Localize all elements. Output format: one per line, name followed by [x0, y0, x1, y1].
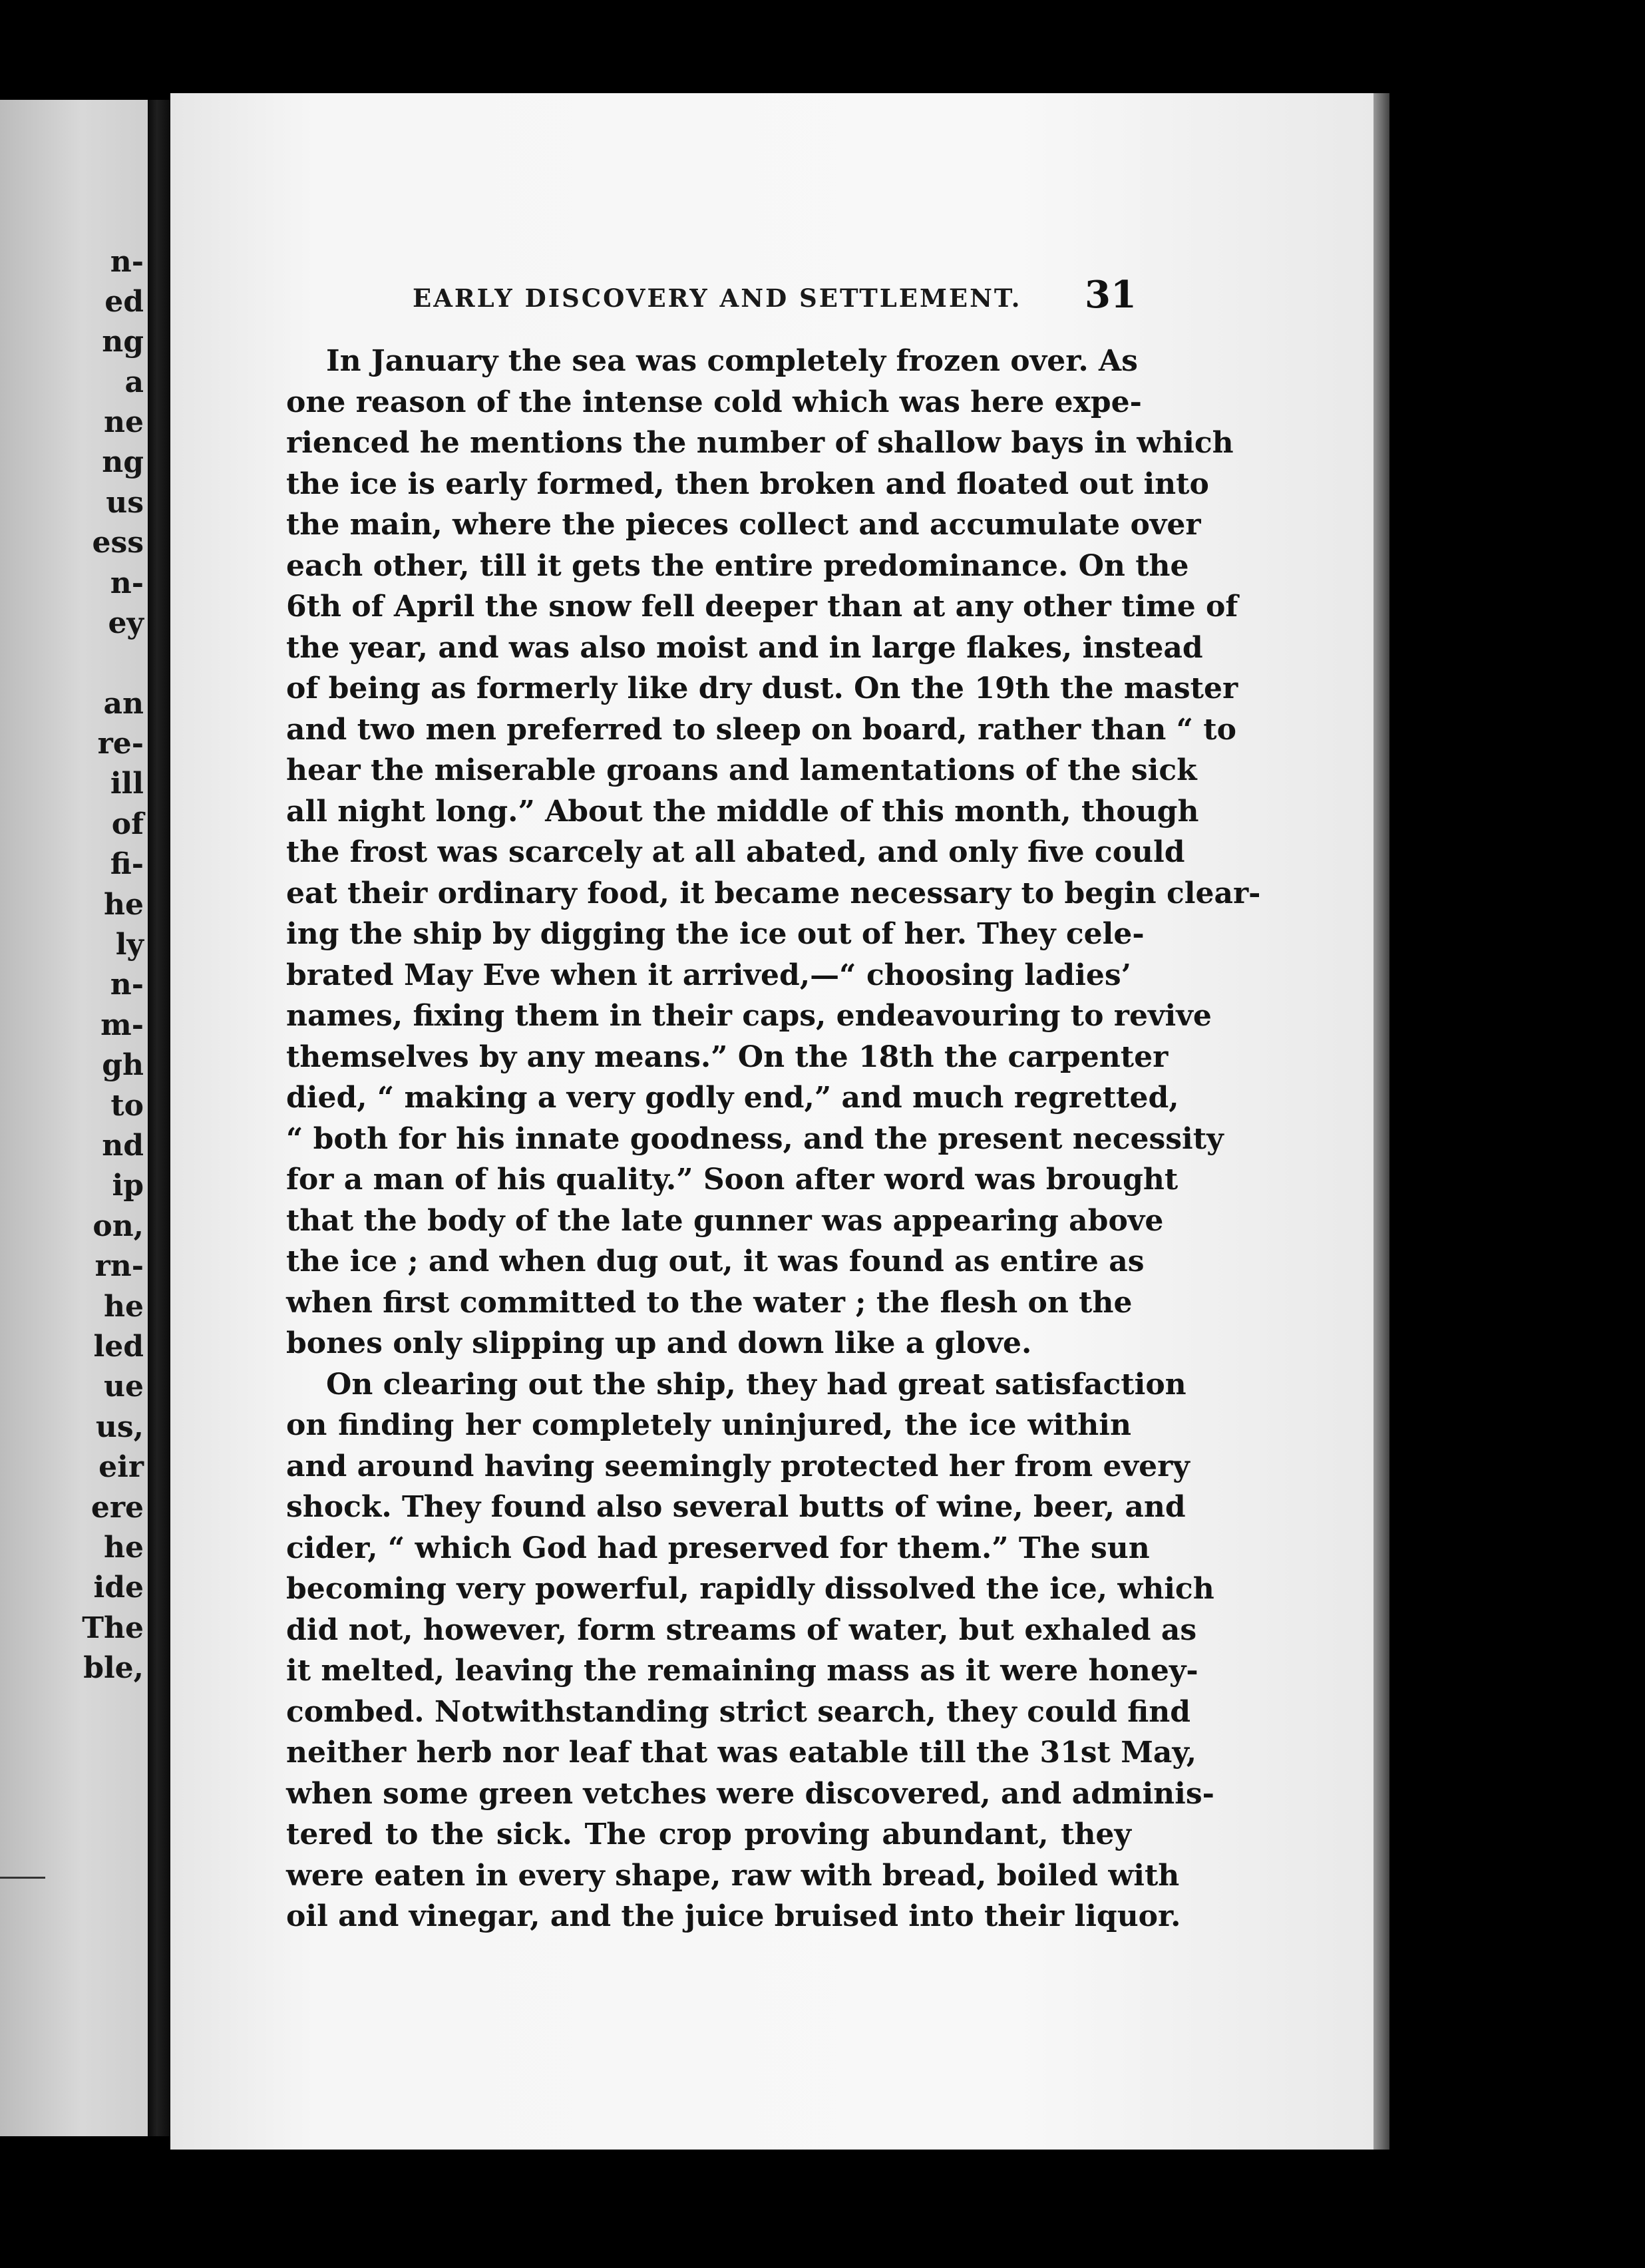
left-page-word-fragment: ip [112, 1169, 144, 1203]
text-line: neither herb nor leaf that was eatable till the 31st May, [286, 1736, 1197, 1770]
left-page-word-fragment: an [103, 687, 144, 721]
left-page-word-fragment: eir [98, 1450, 144, 1484]
left-page-word-fragment: ue [104, 1370, 144, 1404]
page-number: 31 [1085, 273, 1137, 317]
text-line: shock. They found also several butts of wine, beer, and [286, 1490, 1186, 1524]
text-line: each other, till it gets the entire predominance. On the [286, 548, 1189, 583]
text-line: were eaten in every shape, raw with bread, boiled with [286, 1858, 1180, 1893]
left-page-word-fragment: fi- [110, 847, 144, 881]
left-page-word-fragment: ng [102, 325, 144, 359]
text-line: “ both for his innate goodness, and the present necessity [286, 1121, 1224, 1156]
text-line: names, fixing them in their caps, endeavouring to revive [286, 999, 1212, 1033]
text-line: brated May Eve when it arrived,—“ choosing ladies’ [286, 958, 1131, 992]
text-line: did not, however, form streams of water, but exhaled as [286, 1612, 1197, 1647]
page-edge-shadow [1373, 93, 1389, 2150]
left-page-fragment [0, 100, 148, 2136]
text-line: tered to the sick. The crop proving abundant, they [286, 1817, 1131, 1851]
text-line: eat their ordinary food, it became necessary to begin clear- [286, 876, 1261, 910]
text-line: bones only slipping up and down like a glove. [286, 1326, 1032, 1360]
text-line: the frost was scarcely at all abated, and only five could [286, 835, 1185, 869]
text-line: when first committed to the water ; the flesh on the [286, 1285, 1133, 1320]
left-page-word-fragment: on, [92, 1209, 144, 1243]
left-page-word-fragment: The [82, 1611, 144, 1645]
left-page-word-fragment: rn- [94, 1249, 144, 1283]
text-line: of being as formerly like dry dust. On the 19th the master [286, 671, 1238, 705]
left-page-word-fragment: m- [100, 1008, 144, 1042]
left-page-word-fragment: led [93, 1330, 144, 1364]
text-line: ing the ship by digging the ice out of her. They cele- [286, 917, 1145, 951]
text-line: the year, and was also moist and in large flakes, instead [286, 630, 1203, 665]
left-page-word-fragment: n- [110, 566, 144, 600]
left-page-word-fragment: ng [102, 445, 144, 479]
left-page-word-fragment: he [104, 888, 144, 922]
left-page-word-fragment: n- [110, 968, 144, 1002]
text-line: oil and vinegar, and the juice bruised into their liquor. [286, 1899, 1181, 1933]
text-line: cider, “ which God had preserved for them.” The sun [286, 1531, 1150, 1565]
left-page-word-fragment: he [104, 1531, 144, 1565]
text-line: on finding her completely uninjured, the ice within [286, 1408, 1131, 1442]
book-gutter [148, 100, 170, 2136]
text-line: one reason of the intense cold which was here expe- [286, 385, 1142, 419]
text-line: hear the miserable groans and lamentations of the sick [286, 753, 1197, 787]
left-page-word-fragment: ble, [83, 1651, 144, 1685]
left-page-word-fragment: ed [104, 285, 144, 319]
running-head: EARLY DISCOVERY AND SETTLEMENT. [413, 284, 1022, 313]
text-line: died, “ making a very godly end,” and much regretted, [286, 1081, 1179, 1115]
text-line: it melted, leaving the remaining mass as it were honey- [286, 1654, 1198, 1688]
left-page-word-fragment: nd [102, 1129, 144, 1163]
text-line: and two men preferred to sleep on board, rather than “ to [286, 712, 1236, 747]
text-line: combed. Notwithstanding strict search, they could find [286, 1694, 1190, 1729]
text-line: and around having seemingly protected her from every [286, 1449, 1190, 1483]
left-page-word-fragment: n- [110, 245, 144, 279]
text-line: the ice is early formed, then broken and floated out into [286, 467, 1209, 501]
left-page-rule [0, 1877, 45, 1879]
left-page-word-fragment: he [104, 1290, 144, 1324]
text-line: rienced he mentions the number of shallow bays in which [286, 426, 1234, 460]
left-page-word-fragment: gh [102, 1048, 144, 1082]
text-line: 6th of April the snow fell deeper than at any other time of [286, 590, 1238, 624]
left-page-word-fragment: ly [115, 928, 144, 962]
left-page-word-fragment: us, [95, 1410, 144, 1444]
left-page-word-fragment: us [106, 486, 144, 520]
text-line: In January the sea was completely frozen over. As [326, 344, 1138, 378]
text-line: the main, where the pieces collect and accumulate over [286, 508, 1201, 542]
text-line: for a man of his quality.” Soon after word was brought [286, 1163, 1179, 1197]
left-page-word-fragment: ide [93, 1571, 144, 1605]
left-page-word-fragment: ill [110, 767, 144, 801]
text-line: when some green vetches were discovered, and adminis- [286, 1776, 1214, 1811]
left-page-word-fragment: ere [91, 1491, 144, 1525]
text-line: themselves by any means.” On the 18th the carpenter [286, 1040, 1169, 1074]
left-page-word-fragment: a [124, 365, 144, 399]
text-line: the ice ; and when dug out, it was found as entire as [286, 1244, 1145, 1278]
left-page-word-fragment: ne [104, 405, 144, 439]
text-line: On clearing out the ship, they had great satisfaction [326, 1367, 1187, 1402]
body-text [286, 341, 1261, 1937]
text-line: becoming very powerful, rapidly dissolved the ice, which [286, 1572, 1214, 1606]
left-page-word-fragment: ey [108, 606, 144, 640]
left-page-word-fragment: of [111, 807, 144, 841]
left-page-word-fragment: to [110, 1089, 144, 1123]
left-page-word-fragment: re- [97, 727, 144, 761]
text-line: all night long.” About the middle of this month, though [286, 794, 1199, 829]
left-page-word-fragment: ess [92, 526, 144, 560]
text-line: that the body of the late gunner was appearing above [286, 1203, 1164, 1238]
